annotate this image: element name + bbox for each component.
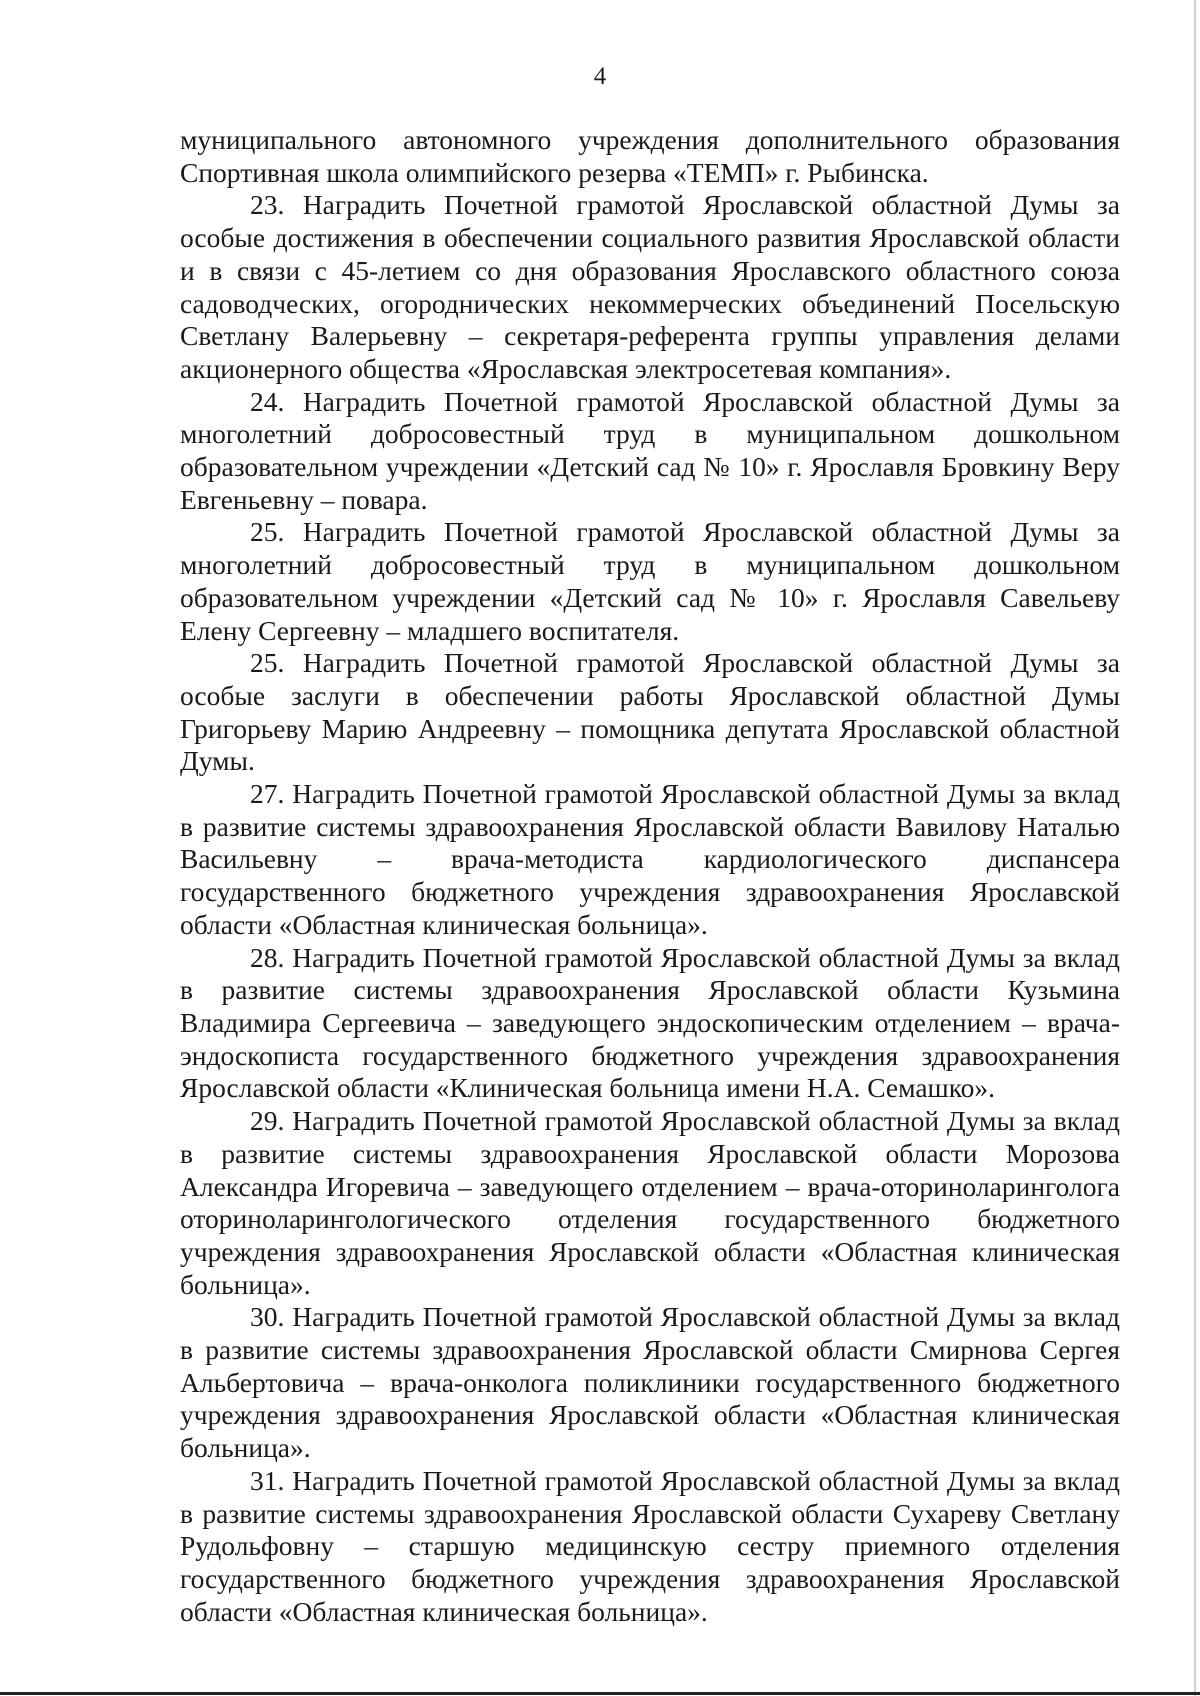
paragraph-item-29: 29. Наградить Почетной грамотой Ярославской областной Думы за вклад в развитие системы здравоохранения Ярославской области Морозова Александра Игоревича – заведующего отделением – врача-оториноларинголога оториноларингологического отделения государственного бюджетного учреждения здравоохранения Ярославской области «Областная клиническая больница». (180, 1105, 1120, 1300)
paragraph-item-30: 30. Наградить Почетной грамотой Ярославской областной Думы за вклад в развитие системы здравоохранения Ярославской области Смирнова Сергея Альбертовича – врача-онколога поликлиники государственного бюджетного учреждения здравоохранения Ярославской области «Областная клиническая больница». (180, 1301, 1120, 1464)
paragraph-item-28: 28. Наградить Почетной грамотой Ярославской областной Думы за вклад в развитие системы здравоохранения Ярославской области Кузьмина Владимира Сергеевича – заведующего эндоскопическим отделением – врача-эндоскописта государственного бюджетного учреждения здравоохранения Ярославской области «Клиническая больница имени Н.А. Семашко». (180, 941, 1120, 1104)
paragraph-item-24: 24. Наградить Почетной грамотой Ярославской областной Думы за многолетний добросовестный труд в муниципальном дошкольном образовательном учреждении «Детский сад № 10» г. Ярославля Бровкину Веру Евгеньевну – повара. (180, 385, 1120, 515)
page-number: 4 (593, 63, 607, 90)
scan-edge-bottom (0, 1692, 1200, 1695)
document-body (180, 124, 1120, 1628)
paragraph-item-25b: 25. Наградить Почетной грамотой Ярославской областной Думы за особые заслуги в обеспечении работы Ярославской областной Думы Григорьеву Марию Андреевну – помощника депутата Ярославской областной Думы. (180, 647, 1120, 777)
paragraph-item-27: 27. Наградить Почетной грамотой Ярославской областной Думы за вклад в развитие системы здравоохранения Ярославской области Вавилову Наталью Васильевну – врача-методиста кардиологического диспансера государственного бюджетного учреждения здравоохранения Ярославской области «Областная клиническая больница». (180, 778, 1120, 940)
paragraph-item-23: 23. Наградить Почетной грамотой Ярославской областной Думы за особые достижения в обеспечении социального развития Ярославской области и в связи с 45-летием со дня образования Ярославского областного союза садоводческих, огороднических некоммерческих объединений Посельскую Светлану Валерьевну – секретаря-референта группы управления делами акционерного общества «Ярославская электросетевая компания». (180, 189, 1120, 384)
scan-edge-right (1194, 0, 1196, 1696)
paragraph-continuation: муниципального автономного учреждения дополнительного образования Спортивная школа олимпийского резерва «ТЕМП» г. Рыбинска. (180, 124, 1120, 188)
paragraph-item-25a: 25. Наградить Почетной грамотой Ярославской областной Думы за многолетний добросовестный труд в муниципальном дошкольном образовательном учреждении «Детский сад № 10» г. Ярославля Савельеву Елену Сергеевну – младшего воспитателя. (180, 516, 1120, 646)
paragraph-item-31: 31. Наградить Почетной грамотой Ярославской областной Думы за вклад в развитие системы здравоохранения Ярославской области Сухареву Светлану Рудольфовну – старшую медицинскую сестру приемного отделения государственного бюджетного учреждения здравоохранения Ярославской области «Областная клиническая больница». (180, 1464, 1120, 1627)
